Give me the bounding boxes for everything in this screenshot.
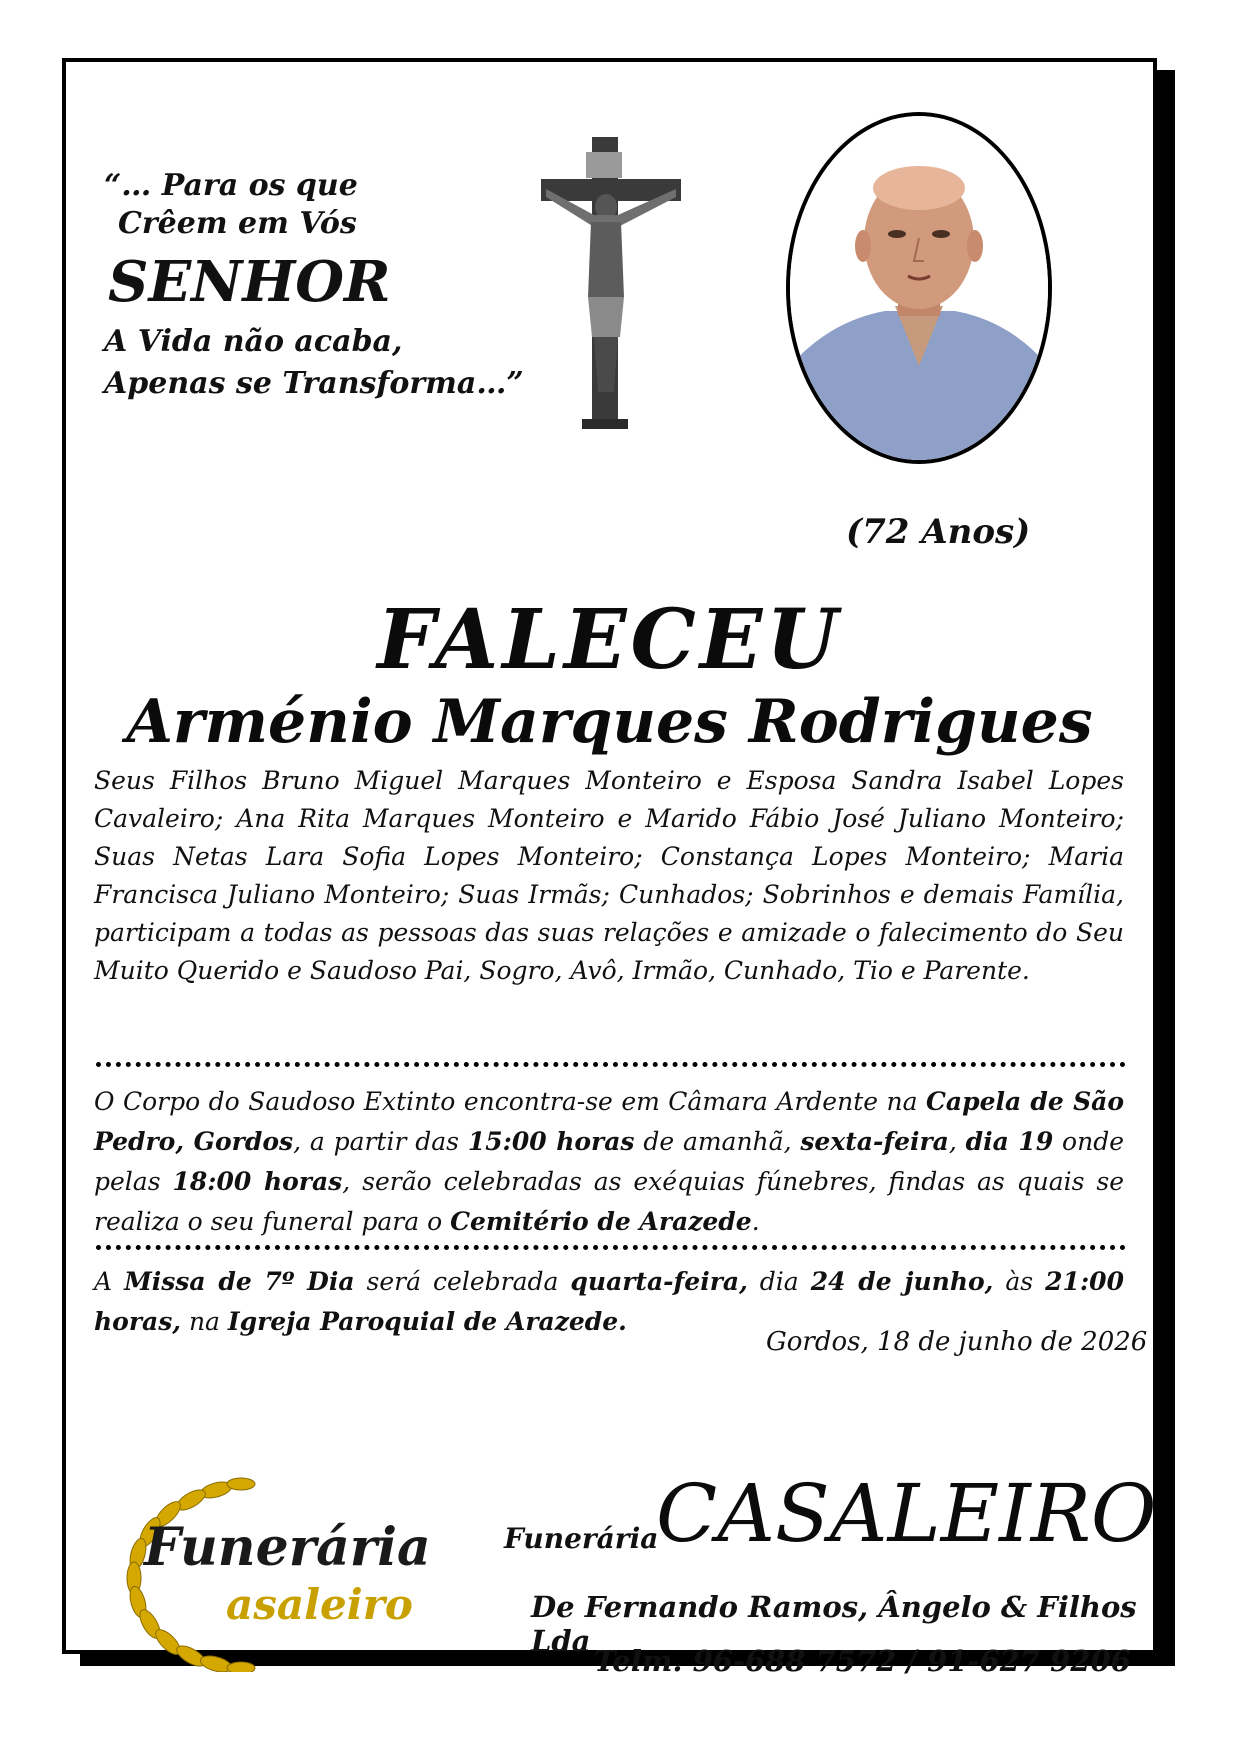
footer-company: De Fernando Ramos, Ângelo & Filhos Lda [531,1590,1137,1658]
wake-text-6: , serão celebradas as exéquias fúnebres, findas as quais se realiza o seu funeral para o [94,1167,1124,1236]
mass-date: 24 de junho, [810,1267,994,1296]
quote-line-5: Apenas se Transforma…” [104,366,524,401]
mass-text-2: será celebrada [354,1267,571,1296]
logo-word-asaleiro: asaleiro [226,1580,413,1629]
wake-text-3: de amanhã, [634,1127,801,1156]
wake-day: dia 19 [965,1127,1054,1156]
dotted-divider [96,1245,1126,1250]
mass-weekday: quarta-feira, [570,1267,748,1296]
wake-text-4: , [948,1127,966,1156]
mass-church: Igreja Paroquial de Arazede. [227,1307,627,1336]
dotted-divider [96,1062,1126,1067]
funeral-time: 18:00 horas [172,1167,343,1196]
crucifix-icon [536,137,686,437]
logo-word-funeraria: Funerária [144,1517,431,1578]
family-announcement: Seus Filhos Bruno Miguel Marques Monteiro e Esposa Sandra Isabel Lopes Cavaleiro; Ana Rita Marques Monteiro e Marido Fábio José Juliano Monteiro; Suas Netas Lara Sofia Lopes Monteiro; Constança Lopes Monteiro; Maria Francisca Juliano Monteiro; Suas Irmãs; Cunhados; Sobrinhos e demais Família, participam a todas as pessoas das suas relações e amizade o falecimento do Seu Muito Querido e Saudoso Pai, Sogro, Avô, Irmão, Cunhado, Tio e Parente. [94,766,1124,985]
mass-text-1: A [94,1267,125,1296]
place-date: Gordos, 18 de junho de 2026 [766,1327,1148,1357]
mass-name: Missa de 7º Dia [124,1267,355,1296]
wake-paragraph [94,1082,1124,1242]
portrait-image [790,116,1048,460]
cemetery: Cemitério de Arazede [450,1207,752,1236]
quote-line-4: A Vida não acaba, [104,324,403,359]
death-heading: FALECEU [377,592,842,688]
quote-line-2: Crêem em Vós [118,206,357,241]
quote-block [104,167,524,405]
mass-time: 21:00 horas, [94,1267,1124,1336]
footer-funeraria-label: Funerária [504,1522,659,1555]
deceased-photo [786,112,1052,464]
obituary-card [62,58,1157,1678]
wake-weekday: sexta-feira [800,1127,949,1156]
deceased-name: Arménio Marques Rodrigues [126,687,1093,757]
wake-text-1: O Corpo do Saudoso Extinto encontra-se em Câmara Ardente na [94,1087,927,1116]
quote-line-3: SENHOR [108,249,391,315]
wake-text-7: . [751,1207,760,1236]
mass-text-4: às [993,1267,1046,1296]
wake-start-time: 15:00 horas [467,1127,635,1156]
footer-phone: Telm. 96-688 7572 / 91-627 9206 [594,1644,1131,1678]
wake-place: Capela de São Pedro, Gordos [94,1087,1124,1156]
wake-text-2: , a partir das [293,1127,468,1156]
quote-line-1: “… Para os que [104,168,358,203]
mass-text-5: na [181,1307,228,1336]
mass-text-3: dia [747,1267,811,1296]
age-label: (72 Anos) [846,512,1031,552]
footer-casaleiro-label: CASALEIRO [656,1467,1157,1560]
wake-text-5: onde pelas [94,1127,1124,1196]
